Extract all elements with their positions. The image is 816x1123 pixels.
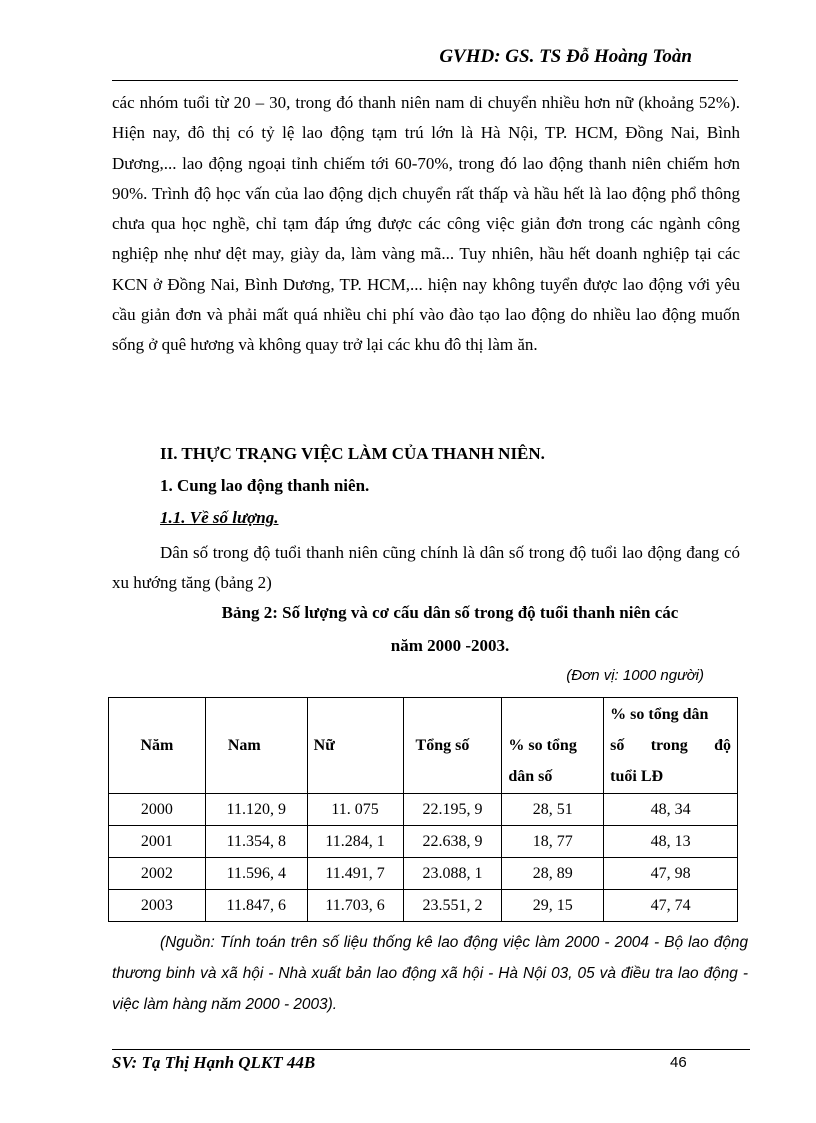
subsection-heading: 1. Cung lao động thanh niên. bbox=[160, 476, 370, 495]
table-caption-line-1: Bảng 2: Số lượng và cơ cấu dân số trong độ tuổi thanh niên các bbox=[221, 603, 679, 622]
cell-female: 11.703, 6 bbox=[307, 890, 403, 922]
table-row bbox=[109, 826, 738, 858]
table-source-note: (Nguồn: Tính toán trên số liệu thống kê lao động việc làm 2000 - 2004 - Bộ lao động thương binh và xã hội - Nhà xuất bản lao động xã hội - Hà Nội 03, 05 và điều tra lao động - việc làm hàng năm 2000 - 2003). bbox=[112, 934, 748, 1013]
header-female: Nữ bbox=[307, 698, 403, 794]
footer-student: SV: Tạ Thị Hạnh QLKT 44B bbox=[112, 1053, 316, 1072]
body-paragraph-1: các nhóm tuổi từ 20 – 30, trong đó thanh niên nam di chuyển nhiều hơn nữ (khoảng 52%). Hiện nay, đô thị có tỷ lệ lao động tạm trú lớn là Hà Nội, TP. HCM, Đồng Nai, Bình Dương,... lao động ngoại tỉnh chiếm tới 60-70%, trong đó lao động thanh niên chiếm hơn 90%. Trình độ học vấn của lao động dịch chuyển rất thấp và hầu hết là lao động phổ thông chưa qua học nghề, chỉ tạm đáp ứng được các công việc giản đơn trong các ngành công nghiệp nhẹ như dệt may, giày da, làm vàng mã... Tuy nhiên, hầu hết doanh nghiệp tại các KCN ở Đồng Nai, Bình Dương, TP. HCM,... hiện nay không tuyển được lao động với yêu cầu giản đơn và phải mất quá nhiều chi phí vào đào tạo lao động do nhiều lao động muốn sống ở quê hương và không quay trở lại các khu đô thị làm ăn. bbox=[112, 93, 740, 355]
population-table bbox=[108, 697, 738, 922]
cell-pct-population: 29, 15 bbox=[502, 890, 604, 922]
cell-male: 11.120, 9 bbox=[205, 794, 307, 826]
header-total: Tổng số bbox=[403, 698, 502, 794]
header-pct-labor-age: % so tổng dân số trong độ tuổi LĐ bbox=[604, 698, 738, 794]
header-pct-population: % so tổng dân số bbox=[502, 698, 604, 794]
header-rule bbox=[112, 80, 738, 81]
cell-pct-labor-age: 48, 34 bbox=[604, 794, 738, 826]
cell-total: 23.551, 2 bbox=[403, 890, 502, 922]
cell-pct-labor-age: 47, 98 bbox=[604, 858, 738, 890]
table-row bbox=[109, 794, 738, 826]
cell-pct-labor-age: 48, 13 bbox=[604, 826, 738, 858]
cell-male: 11.847, 6 bbox=[205, 890, 307, 922]
section-heading: II. THỰC TRẠNG VIỆC LÀM CỦA THANH NIÊN. bbox=[160, 444, 545, 463]
header-title: GVHD: GS. TS Đỗ Hoàng Toàn bbox=[439, 46, 692, 67]
table-unit-note: (Đơn vị: 1000 người) bbox=[566, 667, 704, 684]
header-year: Năm bbox=[109, 698, 206, 794]
footer-rule bbox=[112, 1049, 750, 1050]
cell-male: 11.354, 8 bbox=[205, 826, 307, 858]
cell-year: 2003 bbox=[109, 890, 206, 922]
cell-female: 11.284, 1 bbox=[307, 826, 403, 858]
cell-female: 11. 075 bbox=[307, 794, 403, 826]
cell-pct-labor-age: 47, 74 bbox=[604, 890, 738, 922]
body-paragraph-2: Dân số trong độ tuổi thanh niên cũng chính là dân số trong độ tuổi lao động đang có xu hướng tăng (bảng 2) bbox=[112, 543, 740, 593]
cell-female: 11.491, 7 bbox=[307, 858, 403, 890]
cell-year: 2002 bbox=[109, 858, 206, 890]
cell-male: 11.596, 4 bbox=[205, 858, 307, 890]
header-male: Nam bbox=[205, 698, 307, 794]
cell-year: 2001 bbox=[109, 826, 206, 858]
table-row bbox=[109, 858, 738, 890]
cell-pct-population: 28, 51 bbox=[502, 794, 604, 826]
table-row bbox=[109, 890, 738, 922]
cell-pct-population: 18, 77 bbox=[502, 826, 604, 858]
cell-year: 2000 bbox=[109, 794, 206, 826]
cell-total: 22.638, 9 bbox=[403, 826, 502, 858]
subsubsection-heading: 1.1. Về số lượng. bbox=[160, 508, 279, 527]
page-number: 46 bbox=[670, 1054, 687, 1071]
cell-pct-population: 28, 89 bbox=[502, 858, 604, 890]
table-caption-line-2: năm 2000 -2003. bbox=[390, 636, 510, 655]
cell-total: 22.195, 9 bbox=[403, 794, 502, 826]
table-header-row bbox=[109, 698, 738, 794]
cell-total: 23.088, 1 bbox=[403, 858, 502, 890]
